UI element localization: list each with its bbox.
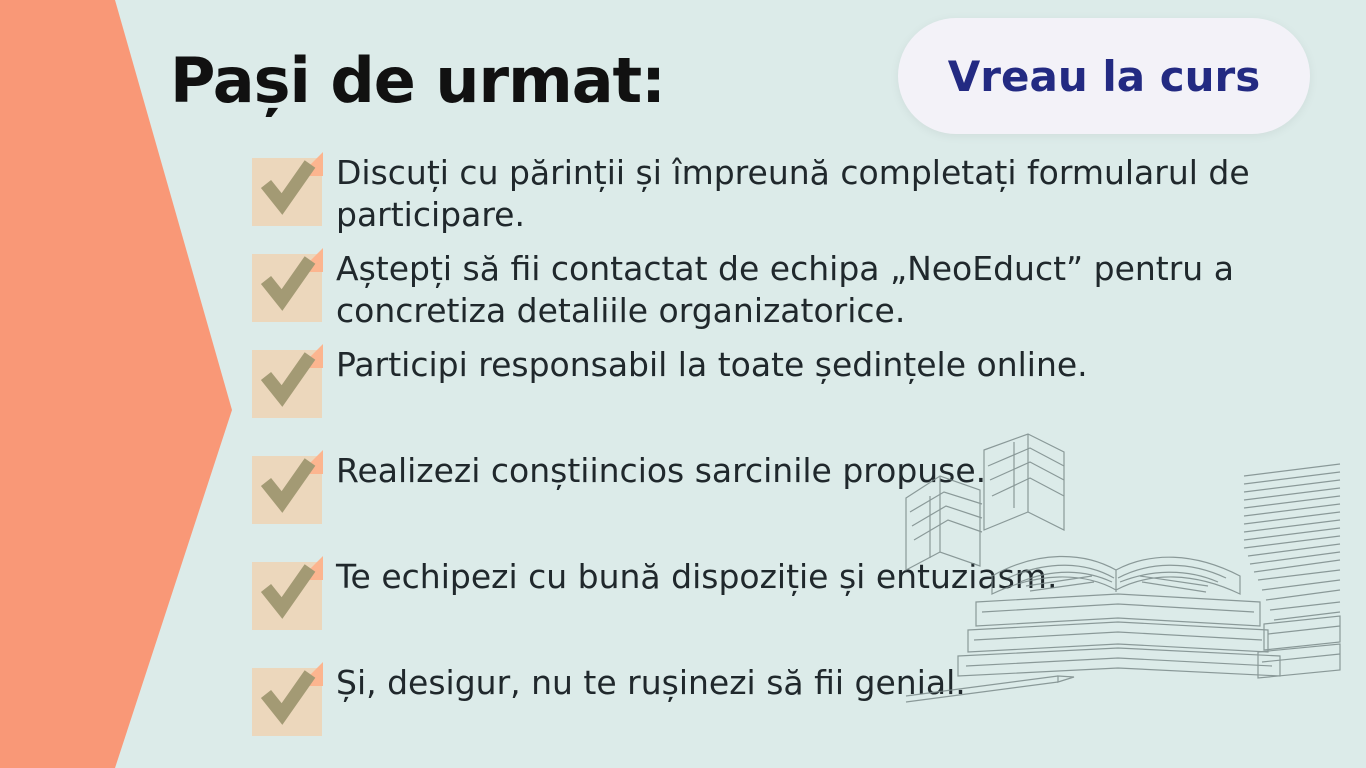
checkmark-icon [260, 668, 316, 726]
vreau-la-curs-button[interactable] [898, 18, 1310, 134]
checkmark-icon [260, 350, 316, 408]
checkmark-icon [260, 562, 316, 620]
list-item-label: Și, desigur, nu te rușinezi să fii genial. [336, 662, 966, 702]
list-item-label: Participi responsabil la toate ședințele online. [336, 344, 1088, 384]
checkbox-1 [244, 150, 330, 226]
cta-label: Vreau la curs [947, 51, 1261, 101]
checkbox-4 [244, 448, 330, 524]
list-item-label: Aștepți să fii contactat de echipa „NeoEduct” pentru a concretiza detaliile organizatorice. [336, 248, 1234, 330]
page-title: Pași de urmat: [170, 44, 665, 117]
list-item [244, 242, 1354, 332]
list-item-label: Te echipezi cu bună dispoziție și entuziasm. [336, 556, 1058, 596]
list-item [244, 338, 1354, 418]
steps-list [244, 146, 1354, 742]
checkmark-icon [260, 254, 316, 312]
list-item-label: Realizezi conștiincios sarcinile propuse. [336, 450, 987, 490]
list-item [244, 444, 1354, 524]
checkmark-icon [260, 158, 316, 216]
checkbox-5 [244, 554, 330, 630]
list-item-label: Discuți cu părinții și împreună completați formularul de participare. [336, 153, 1250, 234]
checkbox-6 [244, 660, 330, 736]
checkbox-2 [244, 246, 330, 322]
list-item [244, 146, 1354, 236]
checkbox-3 [244, 342, 330, 418]
checkmark-icon [260, 456, 316, 514]
list-item [244, 550, 1354, 630]
list-item [244, 656, 1354, 736]
